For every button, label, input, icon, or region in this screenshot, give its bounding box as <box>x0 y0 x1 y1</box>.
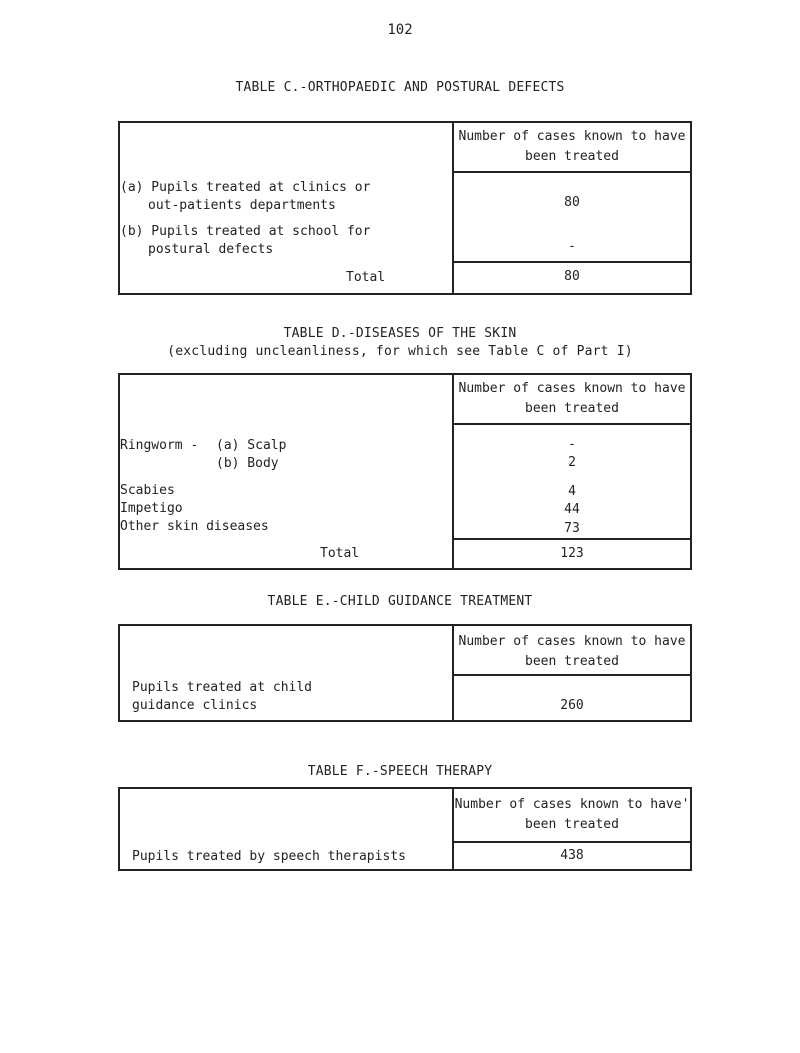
table-e-value: 260 <box>560 698 584 713</box>
other-skin-diseases-label: Other skin diseases <box>120 519 269 534</box>
table-c <box>118 121 692 295</box>
table-c-row-b-line2: postural defects <box>148 242 274 257</box>
table-d-header: Number of cases known to have been treated <box>458 381 686 416</box>
ringworm-body-label: (b) Body <box>216 456 279 471</box>
table-d-total-rule <box>452 538 690 540</box>
table-c-row-b-value: - <box>568 239 576 254</box>
table-c-row-a-line2: out-patients departments <box>148 198 336 213</box>
ringworm-scalp-value: - <box>568 437 576 452</box>
table-f-header: Number of cases known to have' been treated <box>454 797 690 832</box>
other-skin-diseases-value: 73 <box>564 521 580 536</box>
table-f-label: Pupils treated by speech therapists <box>132 849 406 864</box>
table-c-header-rule <box>452 171 690 173</box>
page-number: 102 <box>387 22 413 38</box>
table-d-title: TABLE D.-DISEASES OF THE SKIN <box>283 326 517 341</box>
table-e-label-line2: guidance clinics <box>132 698 258 713</box>
table-d-subtitle: (excluding uncleanliness, for which see Table C of Part I) <box>167 344 633 359</box>
table-f-header-rule <box>452 841 690 843</box>
table-d-total-label: Total <box>320 546 360 561</box>
table-c-row-a-line1: (a) Pupils treated at clinics or <box>120 180 371 195</box>
table-e-header-rule <box>452 674 690 676</box>
ringworm-label: Ringworm - <box>120 438 199 453</box>
table-e <box>118 624 692 722</box>
table-f-value: 438 <box>560 848 584 863</box>
table-c-title: TABLE C.-ORTHOPAEDIC AND POSTURAL DEFECTS <box>235 80 565 95</box>
table-c-total-label: Total <box>346 270 386 285</box>
impetigo-value: 44 <box>564 502 580 517</box>
table-d-header-rule <box>452 423 690 425</box>
table-c-total-rule <box>452 261 690 263</box>
scabies-value: 4 <box>568 484 576 499</box>
scabies-label: Scabies <box>120 483 175 498</box>
table-d <box>118 373 692 570</box>
table-d-total-value: 123 <box>560 546 584 561</box>
table-c-row-b-line1: (b) Pupils treated at school for <box>120 224 371 239</box>
table-f-title: TABLE F.-SPEECH THERAPY <box>307 764 493 779</box>
ringworm-scalp-label: (a) Scalp <box>216 438 287 453</box>
impetigo-label: Impetigo <box>120 501 183 516</box>
table-c-row-a-value: 80 <box>564 195 580 210</box>
table-e-header: Number of cases known to have been treated <box>458 634 686 669</box>
table-f <box>118 787 692 871</box>
table-e-title: TABLE E.-CHILD GUIDANCE TREATMENT <box>267 594 533 609</box>
ringworm-body-value: 2 <box>568 455 576 470</box>
table-e-label-line1: Pupils treated at child <box>132 680 313 695</box>
table-c-header: Number of cases known to have been treated <box>458 129 686 164</box>
table-c-total-value: 80 <box>564 269 580 284</box>
